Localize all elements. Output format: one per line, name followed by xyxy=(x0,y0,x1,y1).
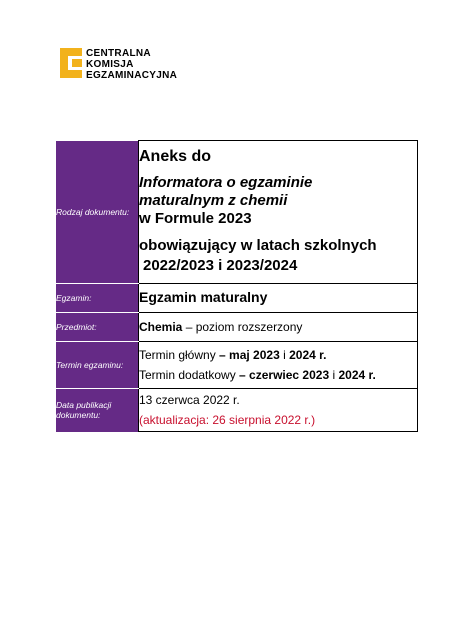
publication-value-cell xyxy=(139,389,418,432)
term-main-a: Termin główny xyxy=(139,348,220,362)
logo-line-3: EGZAMINACYJNA xyxy=(86,70,178,81)
term-extra-c: i xyxy=(329,368,339,382)
doc-title: Aneks do xyxy=(139,148,212,165)
doc-years: 2022/2023 i 2023/2024 xyxy=(143,257,298,274)
publication-label xyxy=(56,389,139,432)
doc-valid: obowiązujący w latach szkolnych xyxy=(139,237,377,254)
publication-date: 13 czerwca 2022 r. xyxy=(139,393,240,407)
cke-logo xyxy=(60,48,177,81)
term-main-b: – maj 2023 xyxy=(219,348,280,362)
term-main-d: 2024 r. xyxy=(289,348,327,362)
subject-value-cell xyxy=(139,313,418,342)
publication-label-2: dokumentu: xyxy=(56,410,101,421)
subject-label: Przedmiot: xyxy=(56,313,139,342)
doc-type-value xyxy=(139,141,418,284)
term-main-c: i xyxy=(279,348,290,362)
publication-update: (aktualizacja: 26 sierpnia 2022 r.) xyxy=(139,413,316,427)
term-extra-b: – czerwiec 2023 xyxy=(239,368,330,382)
doc-type-label: Rodzaj dokumentu: xyxy=(56,141,139,284)
cke-logo-text xyxy=(86,48,177,81)
term-extra-a: Termin dodatkowy xyxy=(139,368,240,382)
logo-line-1: CENTRALNA xyxy=(86,48,151,59)
subject-name: Chemia xyxy=(139,320,183,334)
exam-value-cell xyxy=(139,284,418,313)
document-info-table xyxy=(56,140,418,432)
term-label: Termin egzaminu: xyxy=(56,342,139,389)
logo-line-2: KOMISJA xyxy=(86,59,134,70)
term-extra-d: 2024 r. xyxy=(338,368,376,382)
row-doc-type xyxy=(56,141,418,284)
term-value-cell xyxy=(139,342,418,389)
cke-logo-mark xyxy=(60,48,82,78)
row-publication xyxy=(56,389,418,432)
doc-subtitle-1: Informatora o egzaminie xyxy=(139,174,313,191)
row-exam xyxy=(56,284,418,313)
doc-subtitle-2: maturalnym z chemii xyxy=(139,192,288,209)
row-term xyxy=(56,342,418,389)
exam-label: Egzamin: xyxy=(56,284,139,313)
term-main xyxy=(139,345,417,365)
publication-label-1: Data publikacji xyxy=(56,400,112,411)
subject-level: – poziom rozszerzony xyxy=(182,320,303,334)
term-extra xyxy=(139,365,417,385)
exam-value: Egzamin maturalny xyxy=(139,289,268,305)
row-subject xyxy=(56,313,418,342)
doc-subtitle-3: w Formule 2023 xyxy=(139,210,252,227)
